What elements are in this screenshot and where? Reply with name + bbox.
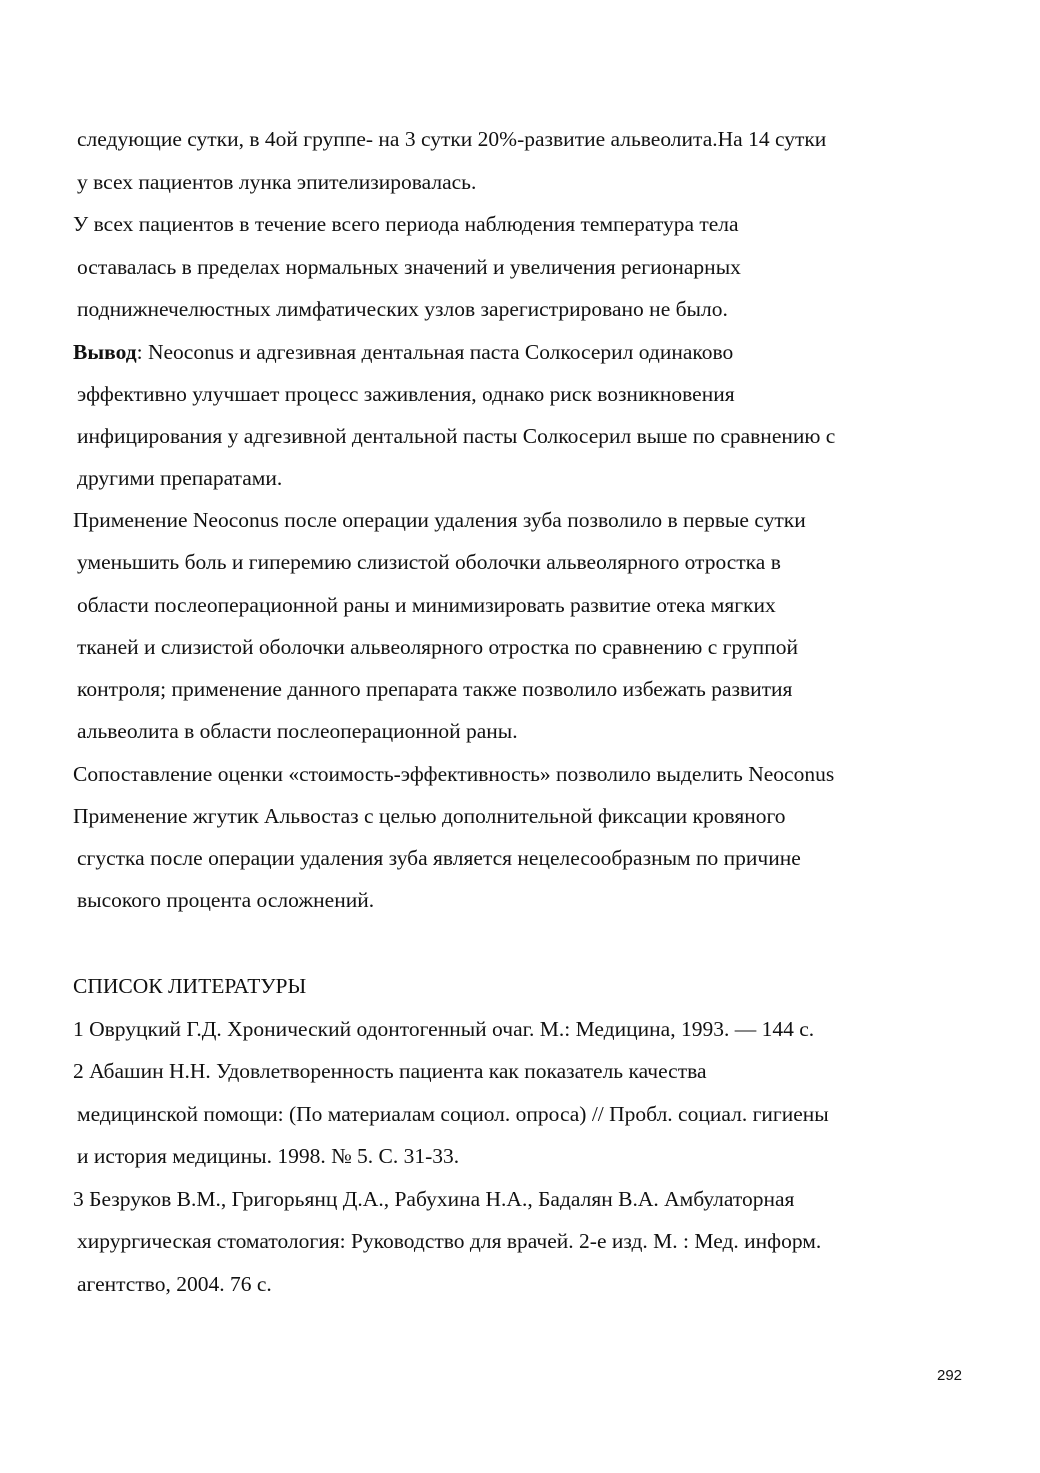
text-line: Сопоставление оценки «стоимость-эффективность» позволило выделить Neoconus: [73, 762, 835, 786]
text-line: [73, 338, 733, 366]
text-line: оставалась в пределах нормальных значений и увеличения регионарных: [77, 255, 741, 279]
page-number: 292: [937, 1367, 963, 1384]
text-line: медицинской помощи: (По материалам социол. опроса) // Пробл. социал. гигиены: [77, 1102, 829, 1126]
text-line: следующие сутки, в 4ой группе- на 3 сутки 20%-развитие альвеолита.На 14 сутки: [77, 127, 827, 151]
conclusion-label: Вывод: [73, 340, 137, 364]
text-line: области послеоперационной раны и минимизировать развитие отека мягких: [77, 593, 776, 617]
text-line: высокого процента осложнений.: [77, 888, 375, 912]
text-line: у всех пациентов лунка эпителизировалась.: [77, 170, 477, 194]
conclusion-text: : Neoconus и адгезивная дентальная паста Солкосерил одинаково: [136, 340, 734, 364]
text-line: 1 Овруцкий Г.Д. Хронический одонтогенный очаг. М.: Медицина, 1993. — 144 с.: [73, 1017, 815, 1041]
text-line: сгустка после операции удаления зуба является нецелесообразным по причине: [77, 846, 801, 870]
text-line: контроля; применение данного препарата также позволило избежать развития: [77, 677, 793, 701]
text-line: тканей и слизистой оболочки альвеолярного отростка по сравнению с группой: [77, 635, 798, 659]
text-line: уменьшить боль и гиперемию слизистой оболочки альвеолярного отростка в: [77, 550, 781, 574]
text-line: Применение жгутик Альвостаз с целью дополнительной фиксации кровяного: [73, 804, 786, 828]
text-line: агентство, 2004. 76 с.: [77, 1272, 272, 1296]
text-line: 2 Абашин Н.Н. Удовлетворенность пациента как показатель качества: [73, 1059, 707, 1083]
text-line: Применение Neoconus после операции удаления зуба позволило в первые сутки: [73, 508, 806, 532]
text-line: альвеолита в области послеоперационной раны.: [77, 719, 518, 743]
text-line: хирургическая стоматология: Руководство для врачей. 2-е изд. М. : Мед. информ.: [77, 1229, 822, 1253]
references-heading: СПИСОК ЛИТЕРАТУРЫ: [73, 974, 307, 998]
text-line: инфицирования у адгезивной дентальной пасты Солкосерил выше по сравнению с: [77, 424, 836, 448]
text-line: поднижнечелюстных лимфатических узлов зарегистрировано не было.: [77, 297, 728, 321]
text-line: У всех пациентов в течение всего периода наблюдения температура тела: [73, 212, 739, 236]
text-line: другими препаратами.: [77, 466, 283, 490]
text-line: 3 Безруков В.М., Григорьянц Д.А., Рабухина Н.А., Бадалян В.А. Амбулаторная: [73, 1187, 795, 1211]
text-line: и история медицины. 1998. № 5. С. 31-33.: [77, 1144, 460, 1168]
text-line: эффективно улучшает процесс заживления, однако риск возникновения: [77, 382, 735, 406]
